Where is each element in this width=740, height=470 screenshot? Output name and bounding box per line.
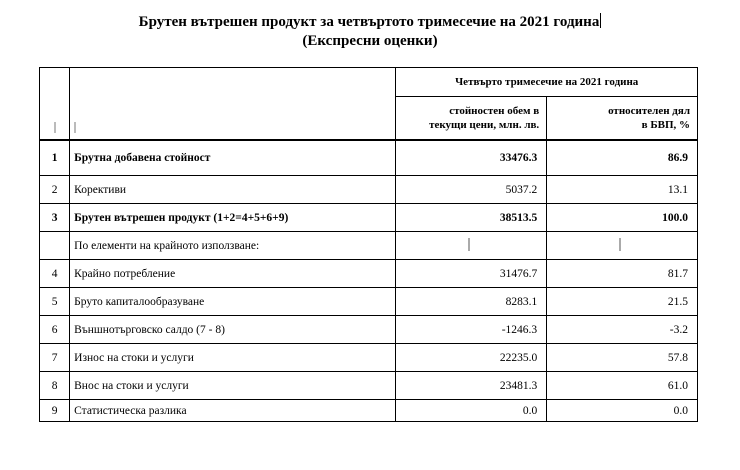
- header-blank-num: [40, 68, 70, 97]
- row-value: 8283.1: [396, 288, 547, 316]
- row-number: 2: [40, 176, 70, 204]
- row-number: 5: [40, 288, 70, 316]
- document-title-text: Брутен вътрешен продукт за четвъртото тримесечие на 2021 година: [138, 14, 600, 30]
- row-number: 4: [40, 260, 70, 288]
- row-number: [40, 232, 70, 260]
- row-value: 38513.5: [396, 204, 547, 232]
- row-share: 21.5: [547, 288, 698, 316]
- table-row: [40, 344, 698, 372]
- header-value-line2: текущи цени, млн. лв.: [429, 119, 540, 131]
- table-row: [40, 400, 698, 422]
- row-label: Брутна добавена стойност: [70, 140, 396, 176]
- column-marker-icon: [54, 122, 56, 133]
- row-share: [547, 232, 698, 260]
- header-num-cell: [40, 97, 70, 141]
- row-value: [396, 232, 547, 260]
- row-value: 33476.3: [396, 140, 547, 176]
- header-share-line1: относителен дял: [608, 105, 690, 117]
- row-value: 23481.3: [396, 372, 547, 400]
- gdp-table: [39, 67, 698, 422]
- row-label: Корективи: [70, 176, 396, 204]
- table-header-row-period: [40, 68, 698, 97]
- header-value: [396, 97, 547, 141]
- row-label: Внос на стоки и услуги: [70, 372, 396, 400]
- row-value: 31476.7: [396, 260, 547, 288]
- row-number: 1: [40, 140, 70, 176]
- table-row: [40, 316, 698, 344]
- row-label: Бруто капиталообразуване: [70, 288, 396, 316]
- row-number: 9: [40, 400, 70, 422]
- table-row: [40, 260, 698, 288]
- row-label: Износ на стоки и услуги: [70, 344, 396, 372]
- row-value: -1246.3: [396, 316, 547, 344]
- row-value: 22235.0: [396, 344, 547, 372]
- cell-marker-icon: [468, 238, 470, 251]
- row-number: 3: [40, 204, 70, 232]
- row-share: 61.0: [547, 372, 698, 400]
- table-header-row-columns: [40, 97, 698, 141]
- document-title: [0, 13, 740, 32]
- header-period: Четвърто тримесечие на 2021 година: [396, 68, 698, 97]
- text-cursor: [600, 13, 601, 28]
- header-value-line1: стойностен обем в: [449, 105, 540, 117]
- row-label: Крайно потребление: [70, 260, 396, 288]
- header-blank-label: [70, 68, 396, 97]
- row-label: Външнотърговско салдо (7 - 8): [70, 316, 396, 344]
- row-share: 86.9: [547, 140, 698, 176]
- row-share: 100.0: [547, 204, 698, 232]
- row-share: 81.7: [547, 260, 698, 288]
- table-row: [40, 204, 698, 232]
- cell-marker-icon: [619, 238, 621, 251]
- document-subtitle: (Експресни оценки): [302, 33, 438, 49]
- header-share: [547, 97, 698, 141]
- table-row: [40, 232, 698, 260]
- row-number: 7: [40, 344, 70, 372]
- row-label: По елементи на крайното използване:: [70, 232, 396, 260]
- row-share: -3.2: [547, 316, 698, 344]
- row-value: 5037.2: [396, 176, 547, 204]
- row-share: 13.1: [547, 176, 698, 204]
- header-label-cell: [70, 97, 396, 141]
- header-share-line2: в БВП, %: [641, 119, 690, 131]
- column-marker-icon: [74, 122, 76, 133]
- table-row: [40, 140, 698, 176]
- table-row: [40, 176, 698, 204]
- table-row: [40, 372, 698, 400]
- row-share: 0.0: [547, 400, 698, 422]
- row-number: 8: [40, 372, 70, 400]
- row-label: Брутен вътрешен продукт (1+2=4+5+6+9): [70, 204, 396, 232]
- table-row: [40, 288, 698, 316]
- row-share: 57.8: [547, 344, 698, 372]
- row-number: 6: [40, 316, 70, 344]
- row-value: 0.0: [396, 400, 547, 422]
- row-label: Статистическа разлика: [70, 400, 396, 422]
